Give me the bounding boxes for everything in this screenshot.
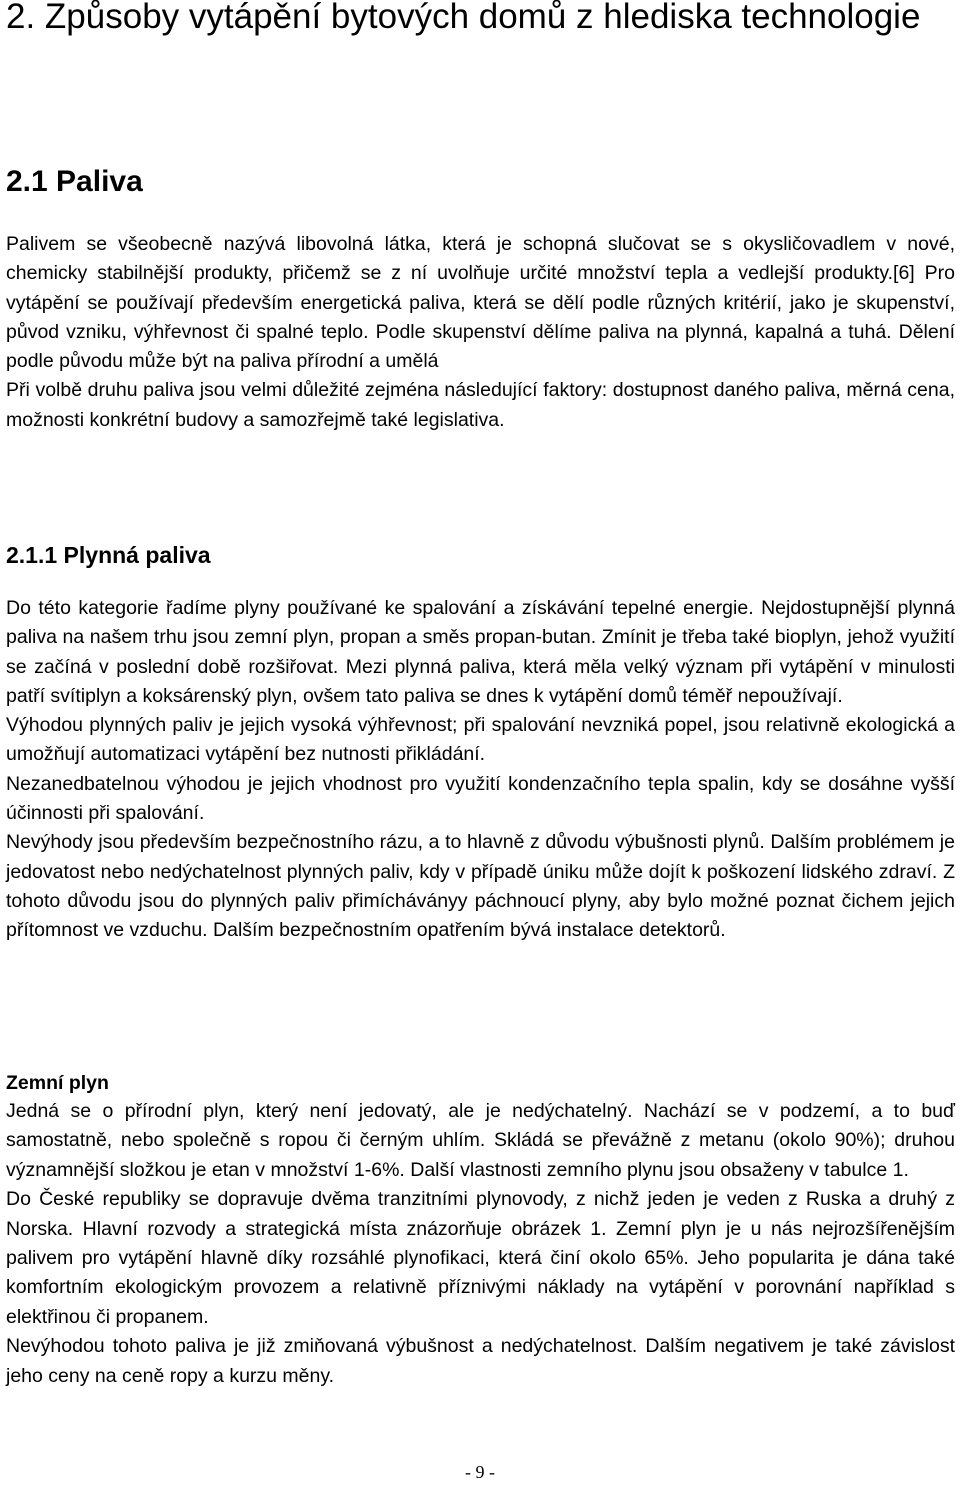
subsection-body: [6, 594, 955, 946]
paragraph: Nezanedbatelnou výhodou je jejich vhodnost pro využití kondenzačního tepla spalin, kdy se dosáhne vyšší účinnosti při spalování.: [6, 772, 955, 825]
section-heading: 2.1 Paliva: [6, 165, 143, 198]
paragraph: Palivem se všeobecně nazývá libovolná látka, která je schopná slučovat se s okysličovadlem v nové, chemicky stabilnější produkty, přičemž se z ní uvolňuje určité množství tepla a vedlejší produkty.[6] Pro vytápění se používají především energetická paliva, která se dělí podle různých kritérií, jako je skupenství, původ vzniku, výhřevnost či spalné teplo. Podle skupenství dělíme paliva na plynná, kapalná a tuhá. Dělení podle původu může být na paliva přírodní a umělá: [6, 233, 955, 373]
paragraph: Do České republiky se dopravuje dvěma tranzitními plynovody, z nichž jeden je veden z Ruska a druhý z Norska. Hlavní rozvody a strategická místa znázorňuje obrázek 1. Zemní plyn je u nás nejrozšířenějším palivem pro vytápění hlavně díky rozsáhlé plynofikaci, která činí okolo 65%. Jeho popularita je dána také komfortním ekologickým provozem a relativně příznivými náklady na vytápění v porovnání například s elektřinou či propanem.: [6, 1188, 955, 1328]
paragraph: Do této kategorie řadíme plyny používané ke spalování a získávání tepelné energie. Nejdostupnější plynná paliva na našem trhu jsou zemní plyn, propan a směs propan-butan. Zmínit je třeba také bioplyn, jehož využití se začíná v poslední době rozšiřovat. Mezi plynná paliva, která měla velký význam při vytápění v minulosti patří svítiplyn a koksárenský plyn, ovšem tato paliva se dnes k vytápění domů téměř nepoužívají.: [6, 597, 955, 707]
page-number: - 9 -: [465, 1462, 495, 1482]
topic-body: [6, 1097, 955, 1391]
paragraph: Výhodou plynných paliv je jejich vysoká výhřevnost; při spalování nevzniká popel, jsou relativně ekologická a umožňují automatizaci vytápění bez nutnosti přikládání.: [6, 714, 955, 766]
paragraph: Jedná se o přírodní plyn, který není jedovatý, ale je nedýchatelný. Nachází se v podzemí, a to buď samostatně, nebo společně s ropou či černým uhlím. Skládá se převážně z metanu (okolo 90%); druhou významnější složkou je etan v množství 1-6%. Další vlastnosti zemního plynu jsou obsaženy v tabulce 1.: [6, 1100, 955, 1181]
topic-heading: Zemní plyn: [6, 1072, 109, 1094]
paragraph: Při volbě druhu paliva jsou velmi důležité zejména následující faktory: dostupnost daného paliva, měrná cena, možnosti konkrétní budovy a samozřejmě také legislativa.: [6, 379, 955, 431]
section-body: [6, 230, 955, 435]
paragraph: Nevýhody jsou především bezpečnostního rázu, a to hlavně z důvodu výbušnosti plynů. Dalším problémem je jedovatost nebo nedýchatelnost plynných paliv, kdy v případě úniku může dojít k poškození lidského zdraví. Z tohoto důvodu jsou do plynných paliv přimícháványy páchnoucí plyny, aby bylo možné poznat čichem jejich přítomnost ve vzduchu. Dalším bezpečnostním opatřením bývá instalace detektorů.: [6, 831, 955, 942]
subsection-heading: 2.1.1 Plynná paliva: [6, 542, 211, 568]
paragraph: Nevýhodou tohoto paliva je již zmiňovaná výbušnost a nedýchatelnost. Dalším negativem je také závislost jeho ceny na ceně ropy a kurzu měny.: [6, 1335, 955, 1387]
chapter-heading: 2. Způsoby vytápění bytových domů z hlediska technologie: [6, 0, 921, 36]
